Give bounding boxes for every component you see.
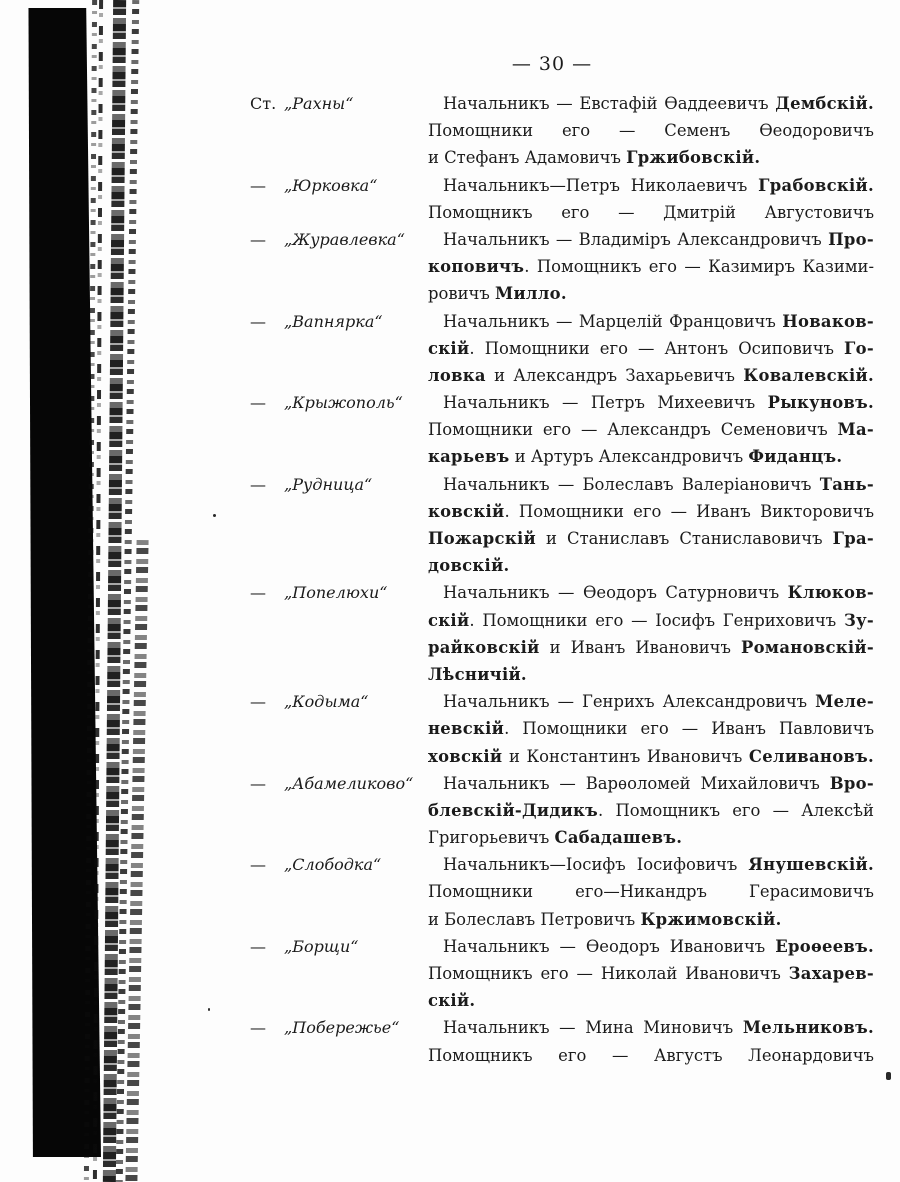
text-segment: Начальникъ — Мина Миновичъ: [443, 1018, 743, 1038]
surname-bold: коповичъ: [428, 257, 525, 277]
surname-bold: довскій.: [428, 556, 510, 576]
text-segment: . Помощники его — Антонъ Осиповичъ: [469, 338, 845, 358]
surname-bold: райковскій: [428, 637, 540, 657]
text-segment: Начальникъ—Петръ Николаевичъ: [443, 175, 759, 195]
station-prefix: —: [250, 1018, 266, 1038]
surname-bold: Лѣсничій.: [428, 664, 527, 684]
station-entry: [250, 1014, 874, 1068]
scan-noise-dot: [208, 1008, 210, 1011]
surname-bold: блевскій-Дидикъ: [428, 800, 599, 820]
text-segment: и Александръ Захарьевичъ: [485, 365, 744, 385]
station-name: „Попелюхи“: [284, 583, 388, 603]
surname-bold: Новаков-: [782, 311, 874, 331]
station-name: „Вапнярка“: [284, 311, 383, 331]
text-segment: Помощникъ его — Августъ Леонардовичъ: [428, 1045, 874, 1065]
station-name: „Юрковка“: [284, 175, 378, 195]
station-prefix: —: [250, 474, 266, 494]
surname-bold: невскій: [428, 719, 505, 739]
station-entry: [250, 688, 874, 770]
surname-bold: Зу-: [843, 610, 874, 630]
text-line: [428, 308, 874, 335]
text-line: [428, 552, 874, 579]
station-entry: [250, 172, 874, 226]
text-line: [428, 144, 874, 171]
text-line: [428, 715, 874, 742]
station-entry: [250, 770, 874, 852]
station-entry: [250, 471, 874, 580]
station-prefix: —: [250, 855, 266, 875]
entry-text: [428, 579, 874, 688]
text-line: [428, 226, 874, 253]
station-label: [250, 226, 428, 253]
station-label: [250, 1014, 428, 1041]
station-name: „Журавлевка“: [284, 229, 405, 249]
text-line: [428, 172, 874, 199]
station-label: [250, 389, 428, 416]
station-label: [250, 579, 428, 606]
station-prefix: —: [250, 773, 266, 793]
text-segment: Помощники его — Семенъ Ѳеодоровичъ: [428, 121, 874, 141]
text-line: [428, 743, 874, 770]
text-line: [428, 525, 874, 552]
text-line: [428, 117, 874, 144]
surname-bold: карьевъ: [428, 447, 510, 467]
text-line: [428, 906, 874, 933]
surname-bold: Тань-: [819, 474, 874, 494]
station-prefix: —: [250, 393, 266, 413]
text-line: [428, 90, 874, 117]
text-segment: и Стефанъ Адамовичъ: [428, 148, 627, 168]
station-label: [250, 851, 428, 878]
text-line: [428, 960, 874, 987]
surname-bold: Ковалевскій.: [743, 365, 874, 385]
text-line: [428, 443, 874, 470]
station-entry: [250, 579, 874, 688]
text-segment: Помощникъ его — Николай Ивановичъ: [428, 964, 789, 983]
entry-text: [428, 226, 874, 308]
station-entry: [250, 389, 874, 471]
station-label: [250, 933, 428, 960]
text-line: [428, 362, 874, 389]
text-segment: Помощники его — Александръ Семеновичъ: [428, 420, 838, 440]
text-line: [428, 253, 874, 280]
station-label: [250, 90, 428, 117]
text-segment: Начальникъ — Болеславъ Валеріановичъ: [443, 474, 820, 494]
text-segment: и Константинъ Ивановичъ: [502, 746, 749, 766]
text-line: [428, 389, 874, 416]
station-prefix: —: [250, 692, 266, 712]
station-prefix: —: [250, 311, 266, 331]
text-segment: Начальникъ — Марцелій Францовичъ: [443, 311, 783, 331]
station-prefix: —: [250, 229, 266, 249]
station-name: „Крыжополь“: [284, 393, 403, 413]
text-line: [428, 579, 874, 606]
surname-bold: скій: [428, 610, 470, 630]
station-prefix: —: [250, 175, 266, 195]
text-line: [428, 498, 874, 525]
entry-text: [428, 933, 874, 1015]
scan-noise-dot: [886, 1072, 891, 1080]
surname-bold: Клюков-: [787, 583, 874, 603]
text-line: [428, 797, 874, 824]
surname-bold: Грабовскій.: [758, 175, 874, 195]
surname-bold: Захарев-: [788, 964, 874, 983]
surname-bold: Милло.: [495, 284, 567, 304]
text-segment: Григорьевичъ: [428, 828, 555, 848]
text-line: [428, 416, 874, 443]
surname-bold: Ероѳеевъ.: [775, 936, 874, 956]
surname-bold: Го-: [844, 338, 874, 358]
text-segment: . Помощники его — Іосифъ Генриховичъ: [469, 610, 844, 630]
station-name: „Абамеликово“: [284, 773, 414, 793]
text-segment: . Помощники его — Иванъ Павловичъ: [504, 719, 874, 739]
surname-bold: ловка: [428, 365, 486, 385]
entry-text: [428, 688, 874, 770]
text-segment: и Болеславъ Петровичъ: [428, 909, 641, 929]
text-segment: Начальникъ — Владиміръ Александровичъ: [443, 229, 829, 249]
text-line: [428, 1014, 874, 1041]
surname-bold: скій.: [428, 991, 476, 1011]
station-name: „Кодыма“: [284, 692, 369, 712]
entry-text: [428, 471, 874, 580]
station-label: [250, 172, 428, 199]
station-entry: [250, 933, 874, 1015]
station-prefix: —: [250, 583, 266, 603]
text-line: [428, 471, 874, 498]
surname-bold: Меле-: [815, 692, 874, 712]
text-line: [428, 1042, 874, 1069]
station-entry: [250, 851, 874, 933]
text-line: [428, 688, 874, 715]
text-line: [428, 878, 874, 905]
text-segment: . Помощникъ его — Алексѣй: [598, 800, 874, 820]
text-line: [428, 607, 874, 634]
text-segment: . Помощники его — Иванъ Викторовичъ: [504, 501, 874, 521]
text-line: [428, 987, 874, 1014]
text-segment: Начальникъ — Евстафій Ѳаддеевичъ: [443, 94, 776, 113]
station-label: [250, 770, 428, 797]
text-line: [428, 851, 874, 878]
station-name: „Побережье“: [284, 1018, 400, 1038]
station-prefix: —: [250, 936, 266, 956]
entry-text: [428, 851, 874, 933]
text-segment: и Иванъ Ивановичъ: [539, 637, 741, 657]
entry-text: [428, 1014, 874, 1068]
surname-bold: Фиданцъ.: [748, 447, 843, 467]
text-segment: Помощникъ его — Дмитрій Августовичъ: [428, 202, 874, 222]
entry-text: [428, 90, 874, 172]
entry-text: [428, 389, 874, 471]
surname-bold: Пожарскій: [428, 529, 536, 548]
text-line: [428, 199, 874, 226]
surname-bold: Мельниковъ.: [742, 1018, 874, 1038]
text-line: [428, 933, 874, 960]
station-name: „Рахны“: [284, 94, 354, 113]
text-line: [428, 661, 874, 688]
text-segment: ровичъ: [428, 284, 495, 304]
text-segment: Начальникъ—Іосифъ Іосифовичъ: [443, 855, 749, 875]
station-label: [250, 471, 428, 498]
station-entry: [250, 226, 874, 308]
entry-text: [428, 308, 874, 390]
surname-bold: Романовскій-: [740, 637, 874, 657]
station-name: „Борщи“: [284, 936, 359, 956]
surname-bold: Гра-: [832, 529, 874, 548]
surname-bold: Вро-: [829, 773, 874, 793]
station-name: „Слободка“: [284, 855, 382, 875]
text-segment: Начальникъ — Петръ Михеевичъ: [443, 393, 768, 413]
text-segment: Начальникъ — Варѳоломей Михайловичъ: [443, 773, 830, 793]
page-number: — 30 —: [511, 53, 593, 75]
surname-bold: ковскій: [428, 501, 505, 521]
surname-bold: ховскій: [428, 746, 503, 766]
text-line: [428, 770, 874, 797]
surname-bold: Гржибовскій.: [626, 148, 761, 168]
station-label: [250, 308, 428, 335]
station-entry: [250, 308, 874, 390]
surname-bold: Селивановъ.: [748, 746, 874, 766]
surname-bold: Кржимовскій.: [640, 909, 782, 929]
station-list: [250, 90, 874, 1069]
surname-bold: Янушевскій.: [748, 855, 874, 875]
station-label: [250, 688, 428, 715]
scan-noise-dot: [213, 514, 216, 517]
entry-text: [428, 770, 874, 852]
surname-bold: Сабадашевъ.: [554, 828, 683, 848]
station-entry: [250, 90, 874, 172]
text-segment: Начальникъ — Ѳеодоръ Сатурновичъ: [443, 583, 788, 603]
entry-text: [428, 172, 874, 226]
station-name: „Рудница“: [284, 474, 373, 494]
surname-bold: Про-: [828, 229, 874, 249]
text-segment: . Помощникъ его — Казимиръ Казими-: [524, 257, 874, 277]
text-line: [428, 280, 874, 307]
text-segment: Начальникъ — Ѳеодоръ Ивановичъ: [443, 936, 776, 956]
text-line: [428, 634, 874, 661]
surname-bold: Дембскій.: [775, 94, 874, 113]
text-segment: и Станиславъ Станиславовичъ: [535, 529, 833, 548]
station-prefix: Ст.: [250, 94, 277, 113]
surname-bold: Рыкуновъ.: [767, 393, 874, 413]
text-segment: Начальникъ — Генрихъ Александровичъ: [443, 692, 816, 712]
surname-bold: Ма-: [837, 420, 874, 440]
text-segment: Помощники его—Никандръ Герасимовичъ: [428, 882, 874, 902]
text-segment: и Артуръ Александровичъ: [509, 447, 749, 467]
text-line: [428, 824, 874, 851]
surname-bold: скій: [428, 338, 470, 358]
text-line: [428, 335, 874, 362]
